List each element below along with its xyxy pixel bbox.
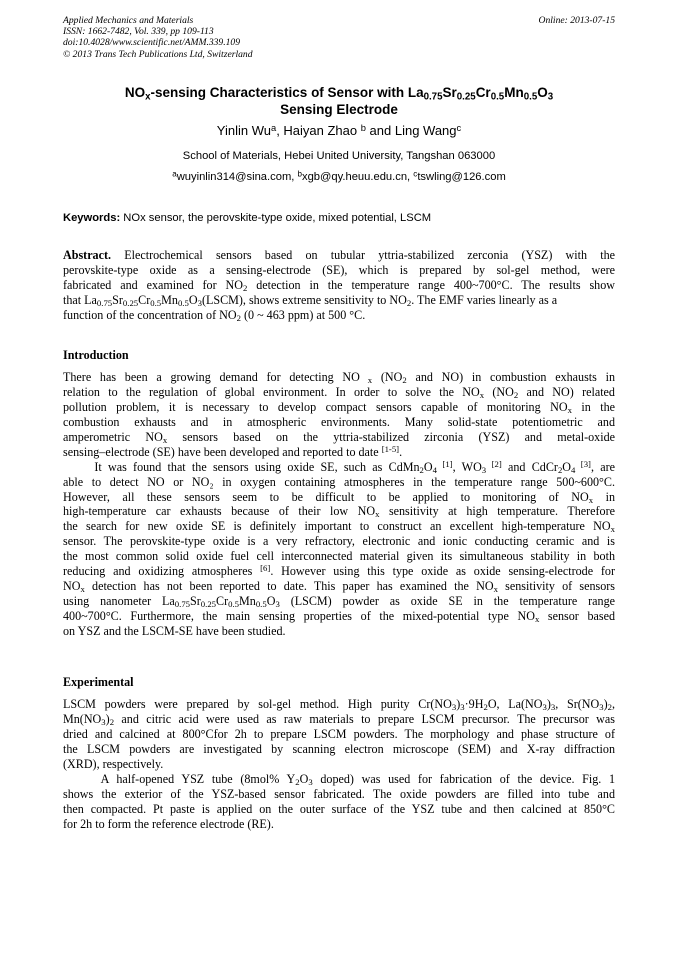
text-line: high-temperature car exhausts because of their low $NO_x$ sensitivity at high temperature. Therefore [63,504,615,520]
section-heading-experimental: Experimental [63,675,134,689]
text-line: However, all these sensors seem to be difficult to be applied to monitoring of $NO_x$ in [63,489,615,505]
paper-title [60,84,618,118]
text-line: then compacted. Pt paste is applied on the outer surface of the YSZ tube and then calcined at 850°C [63,801,615,816]
journal-name: Applied Mechanics and Materials [63,15,194,26]
text-line: LSCM powders were prepared by sol-gel method. High purity $Cr(NO_3)_3\cdot 9H_2O$, $La(NO_3)_3$, $Sr(NO_3)_2$, [63,697,615,712]
introduction-body [63,370,615,639]
title-line-2: Sensing Electrode [280,102,398,117]
abstract [63,248,615,323]
abstract-line: that $La_{0.75}Sr_{0.25}Cr_{0.5}Mn_{0.5}O_3(LSCM)$, shows extreme sensitivity to $NO_2$. The EMF varies linearly as a [63,292,558,308]
section-heading-introduction: Introduction [63,348,129,362]
text-line: $Mn(NO_3)_2$ and citric acid were used as raw materials to prepare LSCM precursor. The precursor was [63,711,615,727]
text-line: sensor. The perovskite-type oxide is a very refractory, electronic and ionic conducting ceramic and is [63,534,615,549]
text-line: There has been a growing demand for detecting NO $_x$ ($NO_2$ and NO) in combustion exhausts in [63,370,615,385]
text-line: dried and calcined at 800°Cfor 2h to prepare LSCM powders. The morphology and phase structure of [63,726,615,741]
text-line: combustion exhausts and in atmospheric environments. Many solid-state potentiometric and [63,414,615,429]
text-line: A half-opened YSZ tube (8mol% $Y_2O_3$ doped) was used for fabrication of the device. Fig. 1 [63,771,615,787]
text-line: relation to the regulation of global environment. In order to solve the $NO_x$ ($NO_2$ and NO) related [63,384,615,400]
text-line: amperometric $NO_x$ sensors based on the yttria-stabilized zirconia (YSZ) and metal-oxide [63,429,615,445]
affiliation: School of Materials, Hebei United University, Tangshan 063000 [182,150,496,162]
text-line: the LSCM powders are investigated by scanning electron microscope (SEM) and X-ray diffraction [63,741,615,756]
online-date: Online: 2013-07-15 [538,15,615,26]
copyright-line: © 2013 Trans Tech Publications Ltd, Switzerland [63,48,253,60]
abstract-line: function of the concentration of $NO_2$ (0 ~ 463 ppm) at 500 °C. [63,307,366,323]
text-line: 400~700°C. Furthermore, the main sensing properties of the mixed-potential type $NO_x$ sensor based [63,609,615,624]
text-line: sensing–electrode (SE) have been developed and reported to date [1-5]. [63,443,403,459]
doi-line: doi:10.4028/www.scientific.net/AMM.339.109 [63,37,241,49]
text-line: reducing and oxidizing atmospheres [6]. However using this type oxide as oxide sensing-electrode for [63,564,615,579]
text-line: the search for new oxide SE is definitely important to construct an excellent high-temperature $NO_x$ [63,519,615,535]
text-line: (XRD), respectively. [63,756,164,771]
text-line: pollution problem, it is necessary to develop compact sensors capable of monitoring $NO_x$ in the [63,399,615,415]
abstract-line: fabricated and examined for $NO_2$ detection in the temperature range 400~700°C. The results show [63,277,615,293]
text-line: for 2h to form the reference electrode (RE). [63,816,274,831]
author-emails: $^a$wuyinlin314@sina.com, $^b$xgb@qy.heuu.edu.cn, $^c$tswling@126.com [172,169,506,183]
text-line: on YSZ and the LSCM-SE have been studied. [63,623,286,638]
text-line: It was found that the sensors using oxide SE, such as $CdMn_2O_4$ [1], $WO_3$ [2] and $CdCr_2O_4$ [3], are [63,459,615,475]
text-line: $NO_x$ detection has not been reported to date. This paper has examined the $NO_x$ sensitivity of sensors [63,579,615,595]
keywords-label: Keywords: [63,212,121,224]
keywords-text: NOx sensor, the perovskite-type oxide, mixed potential, LSCM [120,212,432,224]
title-line-1: $NO_x$-sensing Characteristics of Sensor with $La_{0.75}Sr_{0.25}Cr_{0.5}Mn_{0.5}O_3$ [124,85,554,103]
issn-line: ISSN: 1662-7482, Vol. 339, pp 109-113 [63,26,214,38]
text-line: using nanometer $La_{0.75}Sr_{0.25}Cr_{0.5}Mn_{0.5}O_3$ (LSCM) powder as oxide SE in the temperature range [63,594,615,610]
text-line: able to detect NO or NO₂ in oxygen containing atmospheres in the temperature range 500~600°C. [63,474,615,489]
abstract-line: Abstract. Electrochemical sensors based on tubular yttria-stabilized zerconia (YSZ) with the [63,248,615,262]
journal-header [63,15,253,60]
text-line: the most common solid oxide fuel cell interconnected material given its simultaneous stability in both [63,549,615,564]
experimental-body [63,697,615,831]
text-line: shows the exterior of the YSZ-based sensor fabricated. The oxide powders are filled into tube and [63,786,615,801]
abstract-line: perovskite-type oxide as a sensing-electrode (SE), which is prepared by sol-gel method, were [63,262,615,277]
keywords [63,211,615,225]
author-list: Yinlin Wu$^a$, Haiyan Zhao $^b$ and Ling Wang$^c$ [216,122,462,138]
